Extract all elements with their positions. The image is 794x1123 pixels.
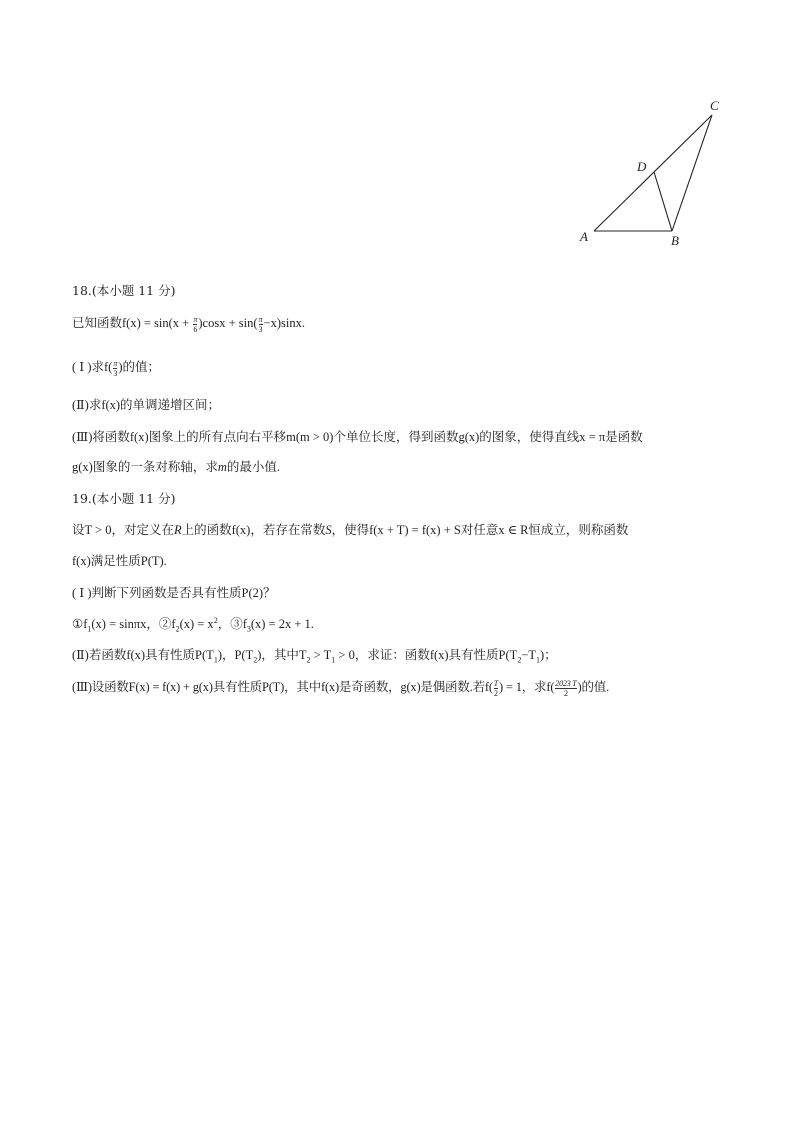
q18-header: 18.(本小题 11 分) xyxy=(72,283,176,298)
frac-den: 6 xyxy=(193,324,198,334)
q18-p3-end: 的最小值. xyxy=(226,460,280,474)
q19-p2-e: > 0，求证：函数f(x)具有性质P(T xyxy=(335,648,518,662)
label-d: D xyxy=(637,159,647,174)
triangle-figure xyxy=(570,95,730,255)
q18-p3-text: g(x)图象的一条对称轴，求 xyxy=(72,460,218,474)
q18-part3-line1: (Ⅲ)将函数f(x)图象上的所有点向右平移m(m > 0)个单位长度，得到函数g(x)的图象，使得直线x = π是函数 xyxy=(72,430,643,444)
q19-header: 19.(本小题 11 分) xyxy=(72,491,176,506)
frac-num: π xyxy=(193,314,198,324)
q19-stem-a: 设T > 0，对定义在 xyxy=(72,523,174,537)
f2-def: (x) = x xyxy=(179,617,214,631)
label-b: B xyxy=(671,233,679,248)
fraction-pi-over-6 xyxy=(193,315,197,334)
q19-stem-line1 xyxy=(72,520,628,538)
var-r: R xyxy=(173,523,182,537)
label-c: C xyxy=(710,98,719,113)
f1-def: (x) = sinπx，②f xyxy=(91,617,176,631)
q19-functions: $①f_1(x) = \sin\pi x$，$②f_2(x) = x^2$，$③f_3(x) = 2x + 1$. xyxy=(72,615,314,634)
frac-num: π xyxy=(258,314,263,324)
q18-part1 xyxy=(72,357,160,378)
q19-p2-b: )，P(T xyxy=(217,648,254,662)
fraction-t-over-2 xyxy=(494,679,498,698)
q18-stem-prefix: 已知函数 xyxy=(72,316,123,330)
segment-bc xyxy=(672,115,712,231)
q19-p3-c: )的值. xyxy=(577,680,610,694)
var-m: m xyxy=(217,460,227,474)
q18-stem xyxy=(72,313,305,334)
var-s: S xyxy=(325,523,332,537)
f1-label: ①f xyxy=(72,617,88,631)
q18-p1-prefix: ( Ⅰ )求f( xyxy=(72,360,113,374)
q19-part1: ( Ⅰ )判断下列函数是否具有性质P(2)？ xyxy=(72,586,276,600)
q19-part2: (Ⅱ)若函数f(x)具有性质$P(T_1)$，$P(T_2)$，其中$T_2 > T_1 > 0$，求证：函数f(x)具有性质$P(T_2-T_1)$； xyxy=(72,648,557,665)
segment-bd xyxy=(654,172,672,231)
frac-den: 2 xyxy=(555,688,576,698)
q19-part3 xyxy=(72,677,609,698)
q18-part2: (Ⅱ)求f(x)的单调递增区间； xyxy=(72,398,221,412)
q18-f-sin: f(x) = sin(x + xyxy=(122,316,193,330)
segment-ac xyxy=(594,115,712,231)
frac-num: T xyxy=(493,678,499,688)
q19-p2-g: )； xyxy=(540,648,557,662)
q19-stem-line2: f(x)满足性质P(T). xyxy=(72,554,167,568)
q19-p2-c: )，其中T xyxy=(257,648,307,662)
q19-p3-a: (Ⅲ)设函数F(x) = f(x) + g(x)具有性质P(T)，其中f(x)是奇函数，g(x)是偶函数.若f( xyxy=(72,680,493,694)
q19-p2-a: (Ⅱ)若函数f(x)具有性质P(T xyxy=(72,648,214,662)
q19-p2-f: −T xyxy=(521,648,536,662)
q18-p1-suffix: )的值； xyxy=(118,360,161,374)
q19-p2-d: > T xyxy=(310,648,332,662)
frac-den: 3 xyxy=(113,368,118,378)
frac-num: π xyxy=(113,358,118,368)
label-a: A xyxy=(580,229,588,244)
fraction-pi-over-3 xyxy=(259,315,263,334)
q18-part3-line2 xyxy=(72,457,280,475)
f3-label: ，③f xyxy=(217,617,247,631)
frac-den: 3 xyxy=(258,324,263,334)
q18-tail: −x)sinx. xyxy=(263,316,305,330)
q19-stem-c: ，使得f(x + T) = f(x) + S对任意x ∈ R恒成立，则称函数 xyxy=(331,523,629,537)
fraction-pi-over-3 xyxy=(113,359,117,378)
fraction-2023t-over-2 xyxy=(555,679,576,698)
q18-mid: )cosx + sin( xyxy=(198,316,258,330)
f3-def: (x) = 2x + 1. xyxy=(250,617,314,631)
frac-den: 2 xyxy=(494,688,498,698)
frac-num: 2023 T xyxy=(555,678,577,688)
q19-stem-b: 上的函数f(x)，若存在常数 xyxy=(181,523,326,537)
q19-p3-b: ) = 1，求f( xyxy=(499,680,555,694)
